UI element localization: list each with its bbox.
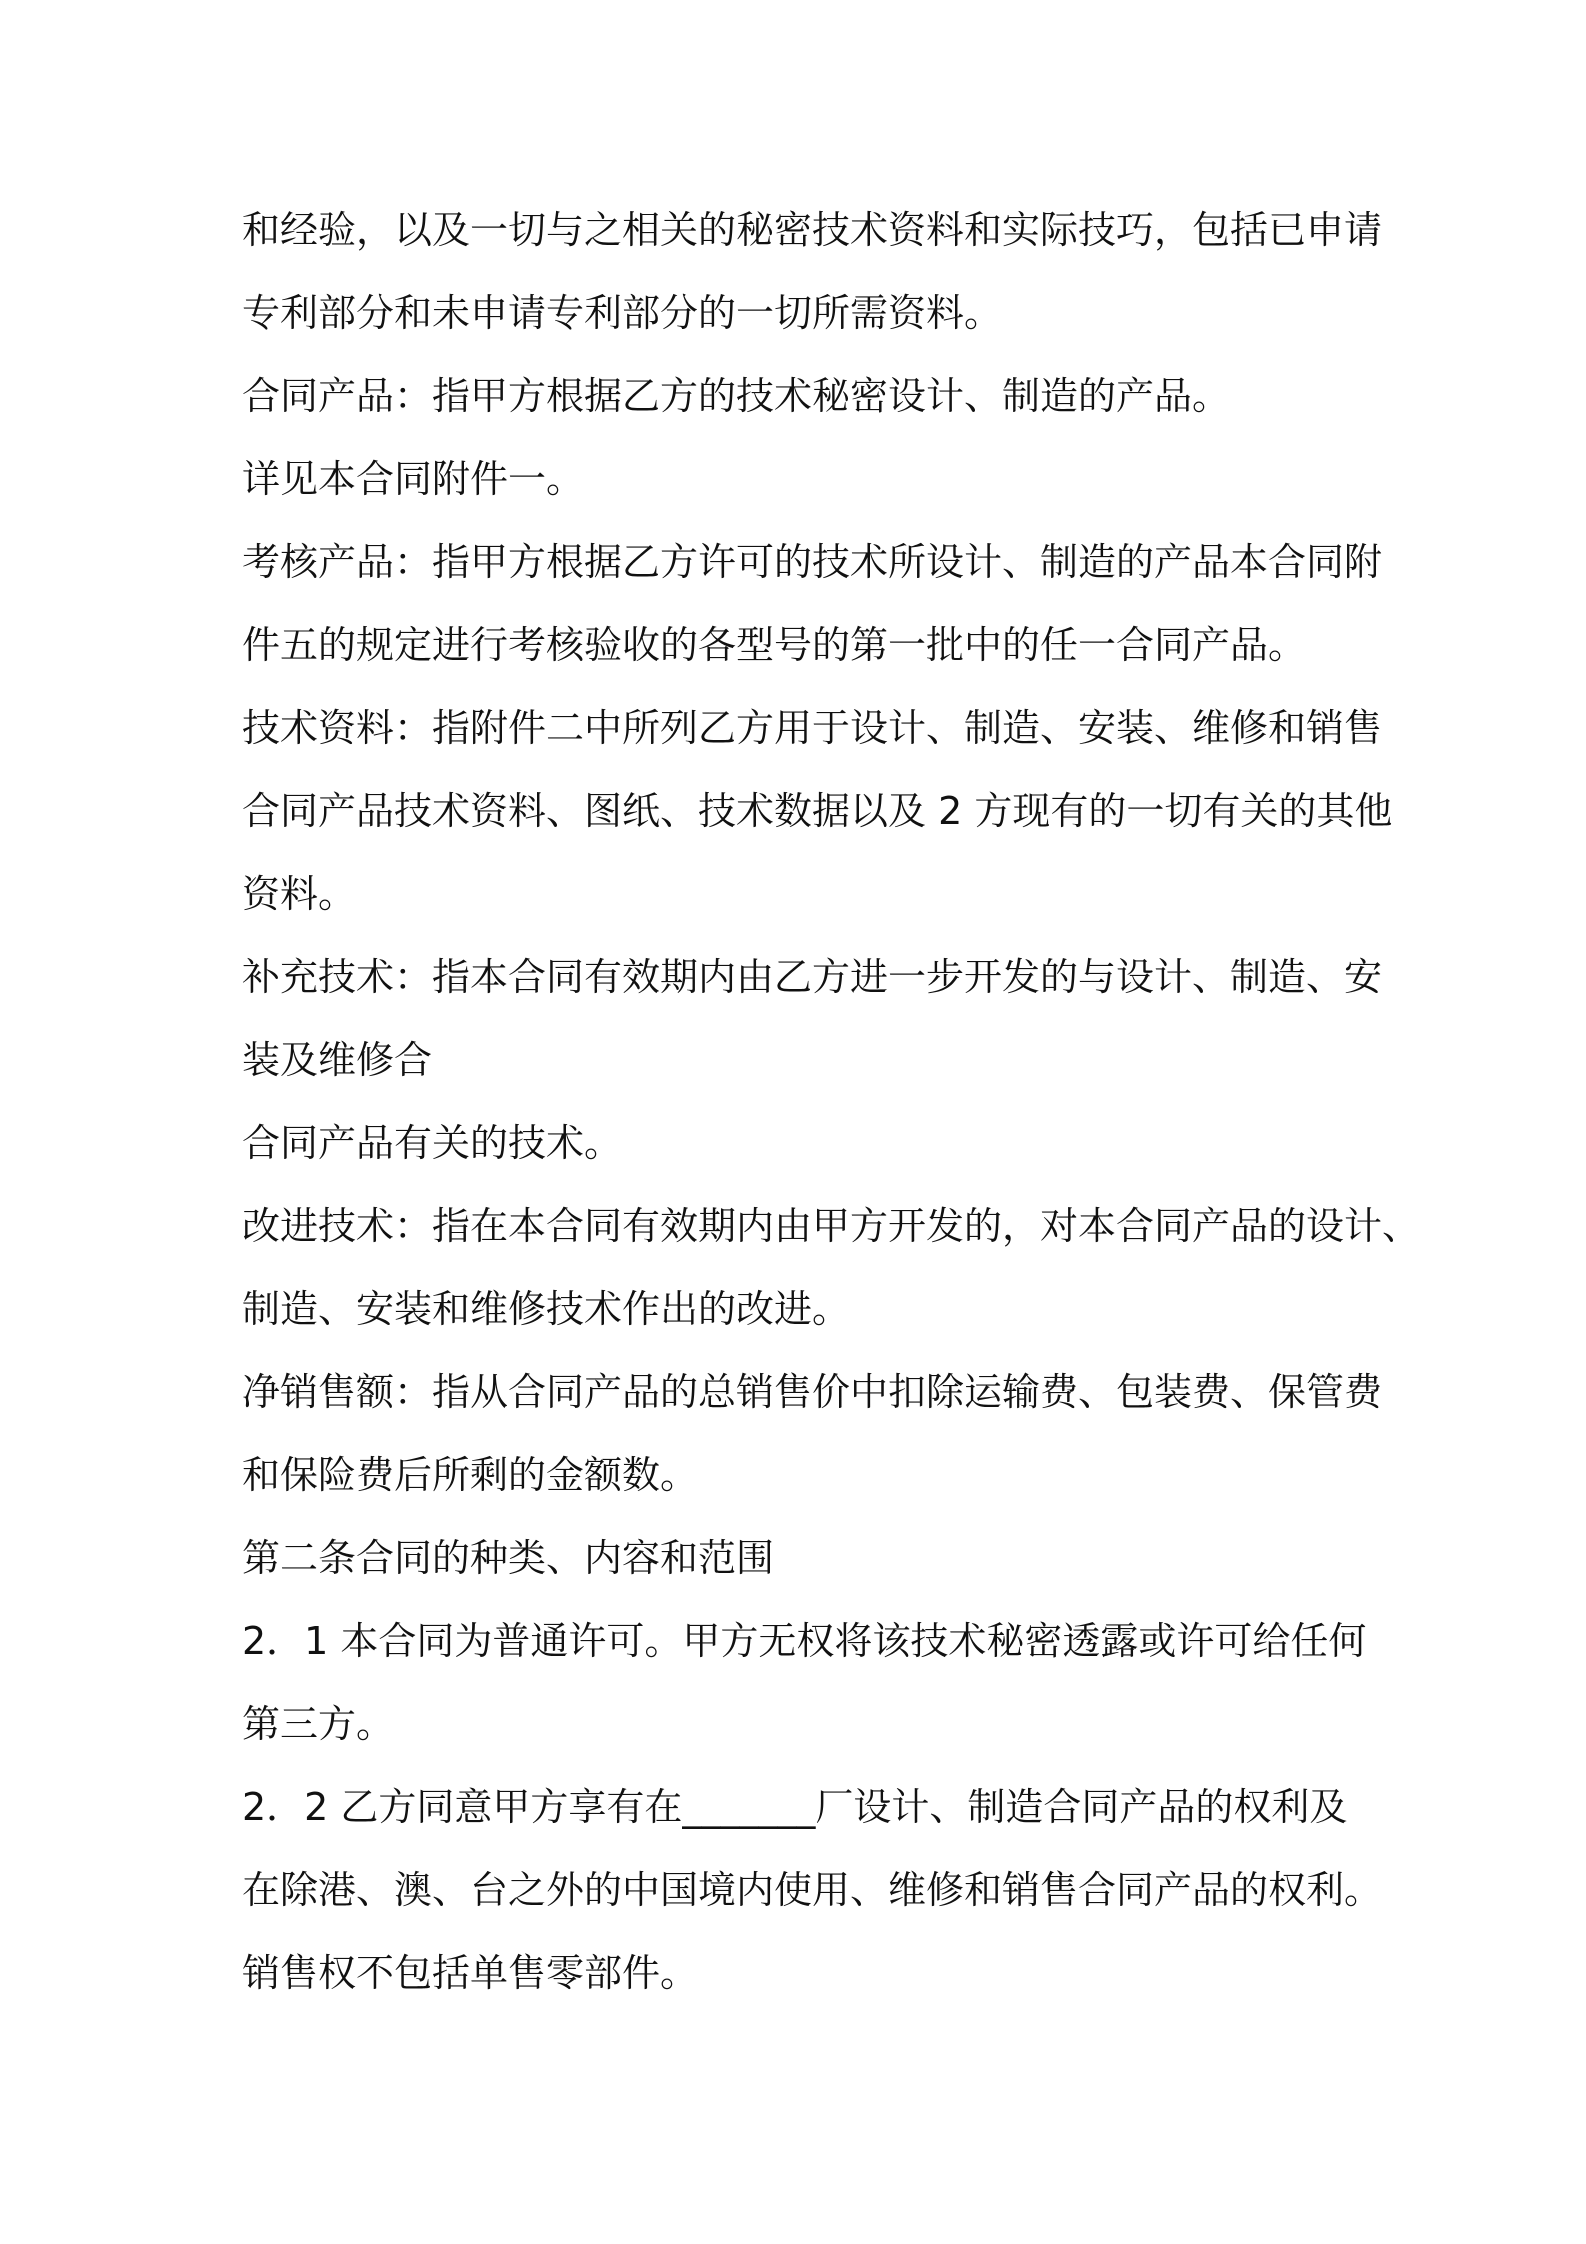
text-line: 合同产品：指甲方根据乙方的技术秘密设计、制造的产品。 <box>242 374 1231 418</box>
text-line: 第三方。 <box>242 1702 395 1746</box>
text-line: 改进技术：指在本合同有效期内由甲方开发的，对本合同产品的设计、 <box>242 1204 1421 1248</box>
text-line: 合同产品技术资料、图纸、技术数据以及 2 方现有的一切有关的其他 <box>242 789 1393 833</box>
text-line: 和经验，以及一切与之相关的秘密技术资料和实际技巧，包括已申请 <box>242 208 1383 252</box>
text-line: 2．1 本合同为普通许可。甲方无权将该技术秘密透露或许可给任何 <box>242 1619 1367 1663</box>
text-line: 在除港、澳、台之外的中国境内使用、维修和销售合同产品的权利。 <box>242 1868 1383 1912</box>
text-line: 资料。 <box>242 872 357 916</box>
text-line: 详见本合同附件一。 <box>242 457 585 501</box>
text-line: 制造、安装和维修技术作出的改进。 <box>242 1287 851 1331</box>
section-heading: 第二条合同的种类、内容和范围 <box>242 1536 775 1580</box>
text-line: 2．2 乙方同意甲方享有在_______厂设计、制造合同产品的权利及 <box>242 1785 1348 1829</box>
text-line: 销售权不包括单售零部件。 <box>242 1951 699 1995</box>
text-line: 净销售额：指从合同产品的总销售价中扣除运输费、包装费、保管费 <box>242 1370 1383 1414</box>
text-line: 技术资料：指附件二中所列乙方用于设计、制造、安装、维修和销售 <box>242 706 1383 750</box>
text-line: 专利部分和未申请专利部分的一切所需资料。 <box>242 291 1003 335</box>
text-line: 合同产品有关的技术。 <box>242 1121 623 1165</box>
text-line: 件五的规定进行考核验收的各型号的第一批中的任一合同产品。 <box>242 623 1307 667</box>
document-body <box>242 200 1421 2026</box>
text-line: 考核产品：指甲方根据乙方许可的技术所设计、制造的产品本合同附 <box>242 540 1383 584</box>
text-line: 装及维修合 <box>242 1038 433 1082</box>
text-line: 补充技术：指本合同有效期内由乙方进一步开发的与设计、制造、安 <box>242 955 1383 999</box>
text-line: 和保险费后所剩的金额数。 <box>242 1453 699 1497</box>
